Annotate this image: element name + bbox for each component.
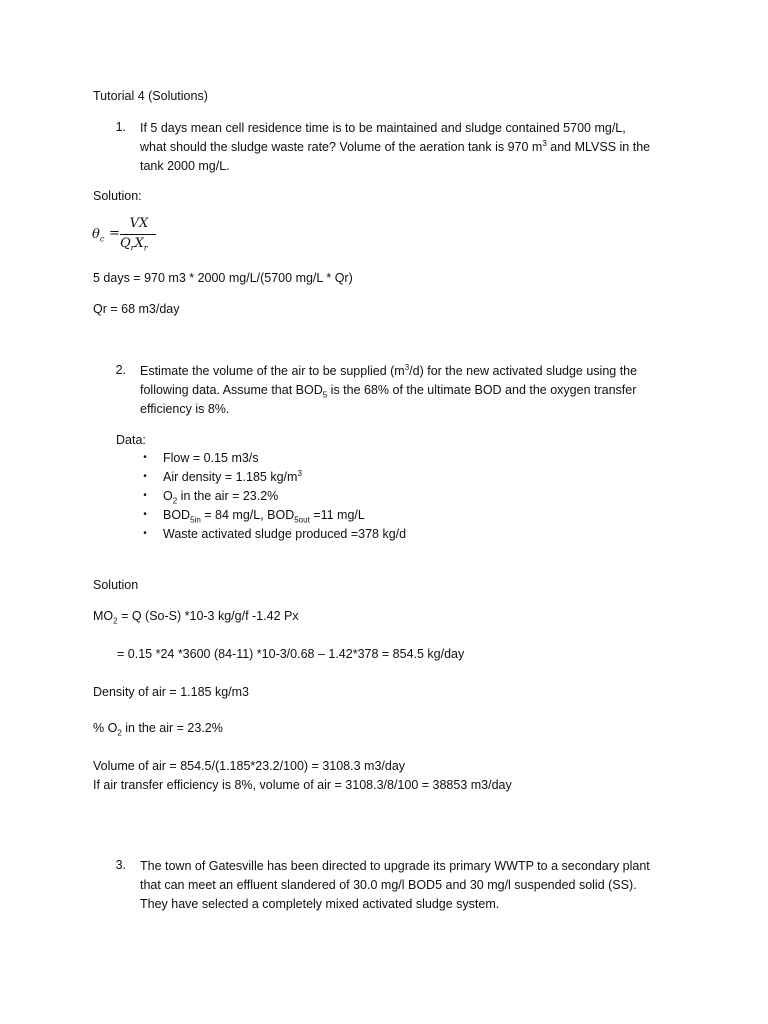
q1-line-1: If 5 days mean cell residence time is to be maintained and sludge contained 5700 mg/L, bbox=[140, 121, 626, 135]
data-flow: Flow = 0.15 m3/s bbox=[163, 451, 259, 465]
q3-line-1: The town of Gatesville has been directed to upgrade its primary WWTP to a secondary plant bbox=[140, 859, 650, 873]
data-o2: $O_2$ in the air = 23.2% bbox=[163, 489, 279, 506]
data-waste-sludge: Waste activated sludge produced =378 kg/d bbox=[163, 527, 407, 541]
bullet-marker: • bbox=[143, 528, 147, 539]
formula-numerator: VX bbox=[129, 216, 149, 231]
q3-number: 3. bbox=[115, 858, 126, 872]
q3-line-3: They have selected a completely mixed activated sludge system. bbox=[140, 897, 500, 911]
data-air-density: Air density = 1.185 $kg/m^3$ bbox=[163, 468, 302, 484]
bullet-marker: • bbox=[143, 509, 147, 520]
q1-calculation: 5 days = 970 m3 * 2000 mg/L/(5700 mg/L * Qr) bbox=[93, 271, 353, 285]
q1-line-3: tank 2000 mg/L. bbox=[140, 159, 230, 173]
q1-number: 1. bbox=[115, 120, 126, 134]
q2-line-1: Estimate the volume of the air to be supplied $(m^3/d)$ for the new activated sludge using the bbox=[140, 362, 638, 378]
cell-residence-formula: $\theta_c$ = VX $Q_rX_r$ bbox=[92, 216, 162, 256]
q2-oxygen-formula: $MO_2 = Q$ (So-S) *10-3 kg/g/f -1.42 Px bbox=[93, 609, 299, 626]
fraction-bar bbox=[120, 234, 156, 235]
bullet-marker: • bbox=[143, 471, 147, 482]
bullet-marker: • bbox=[143, 490, 147, 501]
q2-line-3: efficiency is 8%. bbox=[140, 402, 230, 416]
bullet-marker: • bbox=[143, 452, 147, 463]
data-bod: $BOD_{5in} = 84$ mg/L, $BOD_{5out} =11$ mg/L bbox=[163, 508, 365, 525]
q2-data-label: Data: bbox=[116, 433, 146, 447]
q1-answer: Qr = 68 m3/day bbox=[93, 302, 180, 316]
q2-efficiency-line: If air transfer efficiency is 8%, volume of air = 3108.3/8/100 = 38853 m3/day bbox=[93, 778, 512, 792]
q2-density-line: Density of air = 1.185 kg/m3 bbox=[93, 685, 249, 699]
q1-solution-label: Solution: bbox=[93, 189, 142, 203]
q2-line-2: following data. Assume that $BOD_5$ is the 68% of the ultimate BOD and the oxygen transfer bbox=[140, 383, 637, 400]
formula-denominator: $Q_rX_r$ bbox=[120, 236, 148, 253]
q3-line-2: that can meet an effluent slandered of 30.0 mg/l BOD5 and 30 mg/l suspended solid (SS). bbox=[140, 878, 637, 892]
q2-volume-line: Volume of air = 854.5/(1.185*23.2/100) = 3108.3 m3/day bbox=[93, 759, 406, 773]
q2-number: 2. bbox=[115, 363, 126, 377]
q2-o2-percent-line: % $O_2$ in the air = 23.2% bbox=[93, 721, 223, 738]
q2-oxygen-calc: = 0.15 *24 *3600 (84-11) *10-3/0.68 – 1.42*378 = 854.5 kg/day bbox=[117, 647, 465, 661]
q2-solution-label: Solution bbox=[93, 578, 139, 592]
q1-line-2: what should the sludge waste rate? Volume of the aeration tank is 970 $m^3$ and MLVSS in the bbox=[140, 138, 651, 154]
page-title: Tutorial 4 (Solutions) bbox=[93, 89, 208, 103]
